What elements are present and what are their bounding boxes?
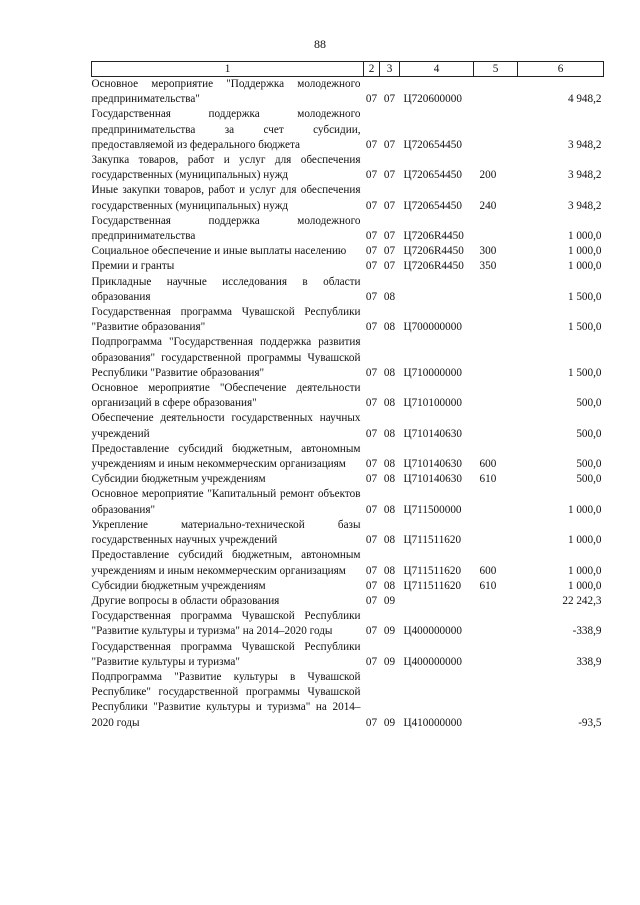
row-target-code	[400, 594, 474, 609]
row-subsection: 07	[383, 169, 396, 182]
row-expense-type	[474, 640, 518, 670]
header-col-4: 4	[400, 62, 474, 77]
table-row	[92, 107, 604, 153]
row-expense-type: 600	[479, 458, 497, 471]
row-name: Закупка товаров, работ и услуг для обеспечения государственных (муниципальных) нужд	[91, 154, 361, 182]
row-expense-type	[474, 335, 518, 381]
row-target-code: Ц400000000	[403, 625, 462, 638]
row-amount: 3 948,2	[567, 169, 602, 182]
table-header-row	[92, 62, 604, 77]
row-section: 07	[365, 321, 378, 334]
row-subsection: 08	[383, 290, 396, 303]
budget-table	[91, 61, 604, 731]
row-name: Другие вопросы в области образования	[91, 594, 280, 607]
row-subsection: 07	[383, 138, 396, 151]
row-expense-type	[474, 518, 518, 548]
row-amount: 500,0	[576, 458, 602, 471]
row-subsection: 09	[383, 655, 396, 668]
row-section: 07	[365, 366, 378, 379]
row-section: 07	[365, 594, 378, 607]
row-subsection: 08	[383, 473, 396, 486]
row-subsection: 08	[383, 427, 396, 440]
row-name: Субсидии бюджетным учреждениям	[91, 473, 266, 486]
row-expense-type: 610	[479, 473, 497, 486]
row-subsection: 08	[383, 564, 396, 577]
header-col-1: 1	[92, 62, 364, 77]
row-amount: 1 000,0	[567, 503, 602, 516]
row-name: Основное мероприятие "Капитальный ремонт объектов образования"	[91, 488, 361, 516]
row-section: 07	[365, 199, 378, 212]
row-target-code: Ц410000000	[403, 716, 462, 729]
row-expense-type	[474, 411, 518, 441]
table-row	[92, 411, 604, 441]
row-subsection: 08	[383, 579, 396, 592]
row-name: Обеспечение деятельности государственных научных учреждений	[91, 412, 361, 440]
row-target-code: Ц710100000	[403, 397, 462, 410]
row-amount: 1 000,0	[567, 245, 602, 258]
header-col-2: 2	[364, 62, 380, 77]
row-name: Подпрограмма "Государственная поддержка развития образования" государственной программы Чувашской Республики "Развитие образования"	[91, 336, 361, 379]
table-row	[92, 275, 604, 305]
row-subsection: 07	[383, 93, 396, 106]
row-target-code	[400, 275, 474, 305]
row-amount: 500,0	[576, 427, 602, 440]
row-name: Иные закупки товаров, работ и услуг для обеспечения государственных (муниципальных) нужд	[91, 184, 361, 212]
table-row	[92, 472, 604, 487]
row-name: Предоставление субсидий бюджетным, автономным учреждениям и иным некоммерческим организациям	[91, 549, 361, 577]
row-expense-type	[474, 594, 518, 609]
row-subsection: 08	[383, 321, 396, 334]
table-row	[92, 183, 604, 213]
row-section: 07	[365, 473, 378, 486]
row-amount: 1 500,0	[567, 290, 602, 303]
row-section: 07	[365, 427, 378, 440]
row-section: 07	[365, 458, 378, 471]
row-target-code: Ц710140630	[403, 473, 462, 486]
row-name: Предоставление субсидий бюджетным, автономным учреждениям и иным некоммерческим организациям	[91, 442, 361, 471]
row-name: Государственная поддержка молодежного предпринимательства за счет субсидии, предоставляемой из федерального бюджета	[91, 108, 361, 151]
header-col-6: 6	[518, 62, 604, 77]
row-name: Прикладные научные исследования в области образования	[91, 275, 361, 303]
row-amount: 3 948,2	[567, 138, 602, 151]
row-target-code: Ц7206R4450	[403, 230, 464, 243]
row-expense-type: 300	[479, 245, 497, 258]
row-expense-type: 610	[479, 579, 497, 592]
table-row	[92, 381, 604, 411]
row-section: 07	[365, 716, 378, 729]
row-section: 07	[365, 169, 378, 182]
row-target-code: Ц720600000	[403, 93, 462, 106]
row-target-code: Ц710140630	[403, 458, 462, 471]
row-section: 07	[365, 290, 378, 303]
row-name: Премии и гранты	[91, 260, 175, 273]
row-amount: 1 000,0	[567, 230, 602, 243]
row-expense-type: 240	[479, 199, 497, 212]
row-section: 07	[365, 93, 378, 106]
header-col-3: 3	[380, 62, 400, 77]
row-subsection: 09	[383, 716, 396, 729]
row-section: 07	[365, 564, 378, 577]
row-subsection: 07	[383, 199, 396, 212]
row-expense-type: 350	[479, 260, 497, 273]
row-amount: 500,0	[576, 397, 602, 410]
row-expense-type	[474, 214, 518, 244]
row-amount: 1 000,0	[567, 579, 602, 592]
row-subsection: 08	[383, 503, 396, 516]
row-amount: 1 000,0	[567, 534, 602, 547]
row-target-code: Ц711511620	[403, 564, 462, 577]
row-expense-type	[474, 275, 518, 305]
row-name: Государственная программа Чувашской Республики "Развитие культуры и туризма" на 2014–2020 годы	[91, 610, 361, 638]
row-amount: 500,0	[576, 473, 602, 486]
row-expense-type	[474, 381, 518, 411]
row-section: 07	[365, 138, 378, 151]
row-amount: 1 000,0	[567, 260, 602, 273]
row-target-code: Ц710140630	[403, 427, 462, 440]
table-row	[92, 305, 604, 335]
row-amount: -338,9	[572, 625, 602, 638]
row-target-code: Ц7206R4450	[403, 260, 464, 273]
row-target-code: Ц7206R4450	[403, 245, 464, 258]
table-row	[92, 77, 604, 108]
row-target-code: Ц711500000	[403, 503, 462, 516]
row-amount: 1 500,0	[567, 366, 602, 379]
row-expense-type	[474, 305, 518, 335]
row-expense-type	[474, 107, 518, 153]
table-row	[92, 548, 604, 578]
row-section: 07	[365, 579, 378, 592]
row-target-code: Ц720654450	[403, 199, 462, 212]
table-row	[92, 670, 604, 731]
row-subsection: 08	[383, 366, 396, 379]
row-section: 07	[365, 260, 378, 273]
row-amount: 22 242,3	[562, 594, 602, 607]
row-target-code: Ц711511620	[403, 579, 462, 592]
row-amount: -93,5	[578, 716, 602, 729]
row-name: Социальное обеспечение и иные выплаты населению	[91, 245, 347, 258]
table-row	[92, 609, 604, 639]
row-target-code: Ц400000000	[403, 655, 462, 668]
row-name: Основное мероприятие "Обеспечение деятельности организаций в сфере образования"	[91, 382, 361, 410]
page-number: 88	[314, 37, 326, 51]
table-row	[92, 442, 604, 472]
row-subsection: 07	[383, 245, 396, 258]
table-row	[92, 259, 604, 274]
row-subsection: 08	[383, 458, 396, 471]
row-target-code: Ц710000000	[403, 366, 462, 379]
row-expense-type	[474, 670, 518, 731]
row-expense-type: 600	[479, 564, 497, 577]
table-row	[92, 640, 604, 670]
row-subsection: 09	[383, 594, 396, 607]
row-amount: 338,9	[576, 655, 602, 668]
table-row	[92, 244, 604, 259]
table-row	[92, 594, 604, 609]
row-target-code: Ц711511620	[403, 534, 462, 547]
row-amount: 1 000,0	[567, 564, 602, 577]
row-name: Государственная программа Чувашской Республики "Развитие образования"	[91, 306, 361, 334]
row-subsection: 09	[383, 625, 396, 638]
row-section: 07	[365, 245, 378, 258]
row-amount: 3 948,2	[567, 199, 602, 212]
row-expense-type	[474, 609, 518, 639]
table-row	[92, 579, 604, 594]
row-expense-type: 200	[479, 169, 497, 182]
row-section: 07	[365, 503, 378, 516]
row-section: 07	[365, 625, 378, 638]
row-subsection: 07	[383, 230, 396, 243]
row-section: 07	[365, 534, 378, 547]
row-section: 07	[365, 397, 378, 410]
table-row	[92, 153, 604, 183]
table-row	[92, 335, 604, 381]
row-expense-type	[474, 487, 518, 517]
row-subsection: 07	[383, 260, 396, 273]
row-expense-type	[474, 77, 518, 108]
row-target-code: Ц700000000	[403, 321, 462, 334]
row-amount: 4 948,2	[567, 93, 602, 106]
row-name: Укрепление материально-технической базы государственных научных учреждений	[91, 518, 361, 547]
row-subsection: 08	[383, 397, 396, 410]
row-target-code: Ц720654450	[403, 138, 462, 151]
header-col-5: 5	[474, 62, 518, 77]
row-target-code: Ц720654450	[403, 169, 462, 182]
row-section: 07	[365, 230, 378, 243]
row-amount: 1 500,0	[567, 321, 602, 334]
row-name: Государственная поддержка молодежного предпринимательства	[91, 214, 361, 243]
table-body	[92, 77, 604, 731]
table-row	[92, 214, 604, 244]
row-name: Основное мероприятие "Поддержка молодежного предпринимательства"	[91, 78, 361, 106]
row-subsection: 08	[383, 534, 396, 547]
row-name: Субсидии бюджетным учреждениям	[91, 579, 266, 592]
row-section: 07	[365, 655, 378, 668]
table-row	[92, 518, 604, 548]
row-name: Государственная программа Чувашской Республики "Развитие культуры и туризма"	[91, 640, 361, 668]
row-name: Подпрограмма "Развитие культуры в Чувашской Республике" государственной программы Чувашской Республики "Развитие культуры и туризма" на 2014–2020 годы	[91, 670, 361, 729]
table-row	[92, 487, 604, 517]
